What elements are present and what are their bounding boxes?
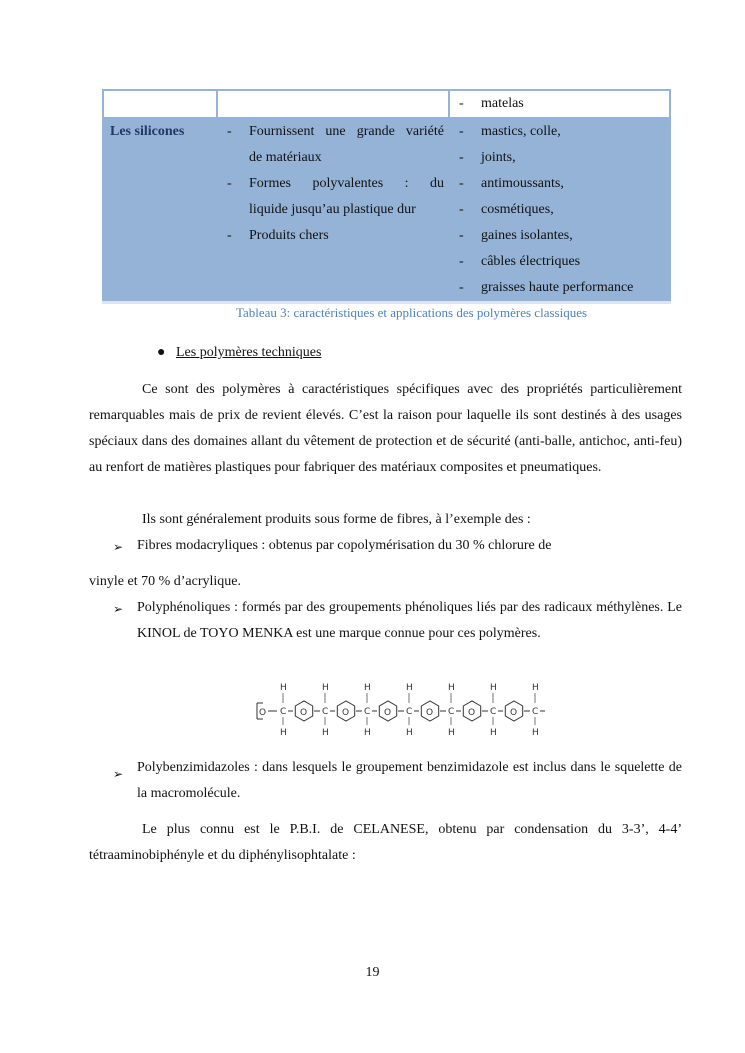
characteristic-text: Fournissent une grande variété xyxy=(249,124,444,139)
paragraph-text: Ils sont généralement produits sous forme de fibres, à l’exemple des : xyxy=(142,512,531,527)
list-item xyxy=(218,119,448,171)
application-text: antimoussants, xyxy=(481,176,564,191)
table-cell-applications xyxy=(449,90,670,118)
carbon-atom: C xyxy=(322,707,329,717)
hydrogen-atom: H xyxy=(280,683,287,693)
hydrogen-atom: H xyxy=(322,683,329,693)
table-row xyxy=(103,118,670,303)
paragraph-text: Le plus connu est le P.B.I. de CELANESE, obtenu par condensation du 3-3’, 4-4’ tétraaminobiphényle et du diphénylisophtalate : xyxy=(89,822,682,863)
list-item xyxy=(137,595,682,647)
hydrogen-atom: H xyxy=(532,683,539,693)
application-text: joints, xyxy=(481,150,516,165)
list-item xyxy=(450,223,669,249)
table-caption: Tableau 3: caractéristiques et applications des polymères classiques xyxy=(235,305,588,320)
dash-marker: - xyxy=(459,150,464,165)
carbon-atom: C xyxy=(280,707,287,717)
polymer-name: Les silicones xyxy=(103,118,217,303)
body-paragraph xyxy=(89,377,682,481)
dash-marker: - xyxy=(459,176,464,191)
hydrogen-atom: H xyxy=(406,728,413,738)
oxygen-atom: O xyxy=(426,708,434,718)
polyphenolic-structure-diagram xyxy=(255,680,545,740)
application-text: mastics, colle, xyxy=(481,124,561,139)
oxygen-atom: O xyxy=(259,708,267,718)
hydrogen-atom: H xyxy=(448,683,455,693)
table-row xyxy=(103,90,670,118)
list-item-text: Polyphénoliques : formés par des groupements phénoliques liés par des radicaux méthylènes. Le KINOL de TOYO MENKA est une marque connue pour ces polymères. xyxy=(137,600,682,641)
oxygen-atom: O xyxy=(300,708,308,718)
list-item xyxy=(450,91,669,117)
dash-marker: - xyxy=(459,228,464,243)
characteristic-text: liquide jusqu’au plastique dur xyxy=(249,202,416,217)
dash-marker: - xyxy=(459,96,464,111)
application-text: matelas xyxy=(481,96,524,111)
polymer-table xyxy=(102,89,671,304)
dash-marker: - xyxy=(227,124,232,139)
dash-marker: - xyxy=(459,202,464,217)
hydrogen-atom: H xyxy=(490,728,497,738)
page-number: 19 xyxy=(365,965,380,980)
dash-marker: - xyxy=(227,228,232,243)
dash-marker: - xyxy=(227,176,232,191)
hydrogen-atom: H xyxy=(280,728,287,738)
list-item xyxy=(450,197,669,223)
carbon-atom: C xyxy=(364,707,371,717)
list-item xyxy=(218,171,448,223)
table-cell-applications xyxy=(449,118,670,303)
list-item xyxy=(450,119,669,145)
list-item xyxy=(450,249,669,275)
characteristic-text: de matériaux xyxy=(249,150,322,165)
list-item-text: vinyle et 70 % d’acrylique. xyxy=(89,574,242,589)
oxygen-atom: O xyxy=(384,708,392,718)
hydrogen-atom: H xyxy=(406,683,413,693)
hydrogen-atom: H xyxy=(490,683,497,693)
body-paragraph xyxy=(89,817,682,869)
list-item xyxy=(137,533,682,559)
list-item-text: Fibres modacryliques : obtenus par copolymérisation du 30 % chlorure de xyxy=(137,538,552,553)
list-item xyxy=(218,223,448,249)
characteristic-text: Formes polyvalentes : du xyxy=(249,176,444,191)
list-item xyxy=(450,171,669,197)
table-cell-characteristics xyxy=(217,118,449,303)
hydrogen-atom: H xyxy=(364,683,371,693)
application-text: graisses haute performance xyxy=(481,280,634,295)
hydrogen-atom: H xyxy=(448,728,455,738)
application-text: câbles électriques xyxy=(481,254,581,269)
hydrogen-atom: H xyxy=(364,728,371,738)
dash-marker: - xyxy=(459,280,464,295)
list-item xyxy=(137,755,682,807)
bullet-dot-icon: ● xyxy=(157,345,166,360)
paragraph-text: Ce sont des polymères à caractéristiques spécifiques avec des propriétés particulièrement remarquables mais de prix de revient élevés. C’est la raison pour laquelle ils sont destinés à des usages spéciaux dans des domaines allant du vêtement de protection et de sécurité (anti-balle, antichoc, anti-feu) au renfort de matières plastiques pour fabriquer des matériaux composites et pneumatiques. xyxy=(89,382,682,475)
hydrogen-atom: H xyxy=(322,728,329,738)
dash-marker: - xyxy=(459,254,464,269)
oxygen-atom: O xyxy=(510,708,518,718)
oxygen-atom: O xyxy=(342,708,350,718)
carbon-atom: C xyxy=(532,707,539,717)
carbon-atom: C xyxy=(490,707,497,717)
carbon-atom: C xyxy=(406,707,413,717)
list-item xyxy=(450,275,669,301)
table-cell-empty xyxy=(103,90,217,118)
table-cell-empty xyxy=(217,90,449,118)
characteristic-text: Produits chers xyxy=(249,228,329,243)
application-text: cosmétiques, xyxy=(481,202,554,217)
arrow-bullet-icon: ➢ xyxy=(113,767,124,781)
carbon-atom: C xyxy=(448,707,455,717)
hydrogen-atom: H xyxy=(532,728,539,738)
section-bullet xyxy=(157,345,322,361)
application-text: gaines isolantes, xyxy=(481,228,573,243)
oxygen-atom: O xyxy=(468,708,476,718)
arrow-bullet-icon: ➢ xyxy=(113,602,124,616)
list-item-text: Polybenzimidazoles : dans lesquels le groupement benzimidazole est inclus dans le squelette de la macromolécule. xyxy=(137,760,682,801)
list-item-continuation xyxy=(89,569,682,595)
arrow-bullet-icon: ➢ xyxy=(113,540,124,554)
list-item xyxy=(450,145,669,171)
section-heading: Les polymères techniques xyxy=(176,345,322,360)
dash-marker: - xyxy=(459,124,464,139)
body-paragraph xyxy=(89,507,682,533)
